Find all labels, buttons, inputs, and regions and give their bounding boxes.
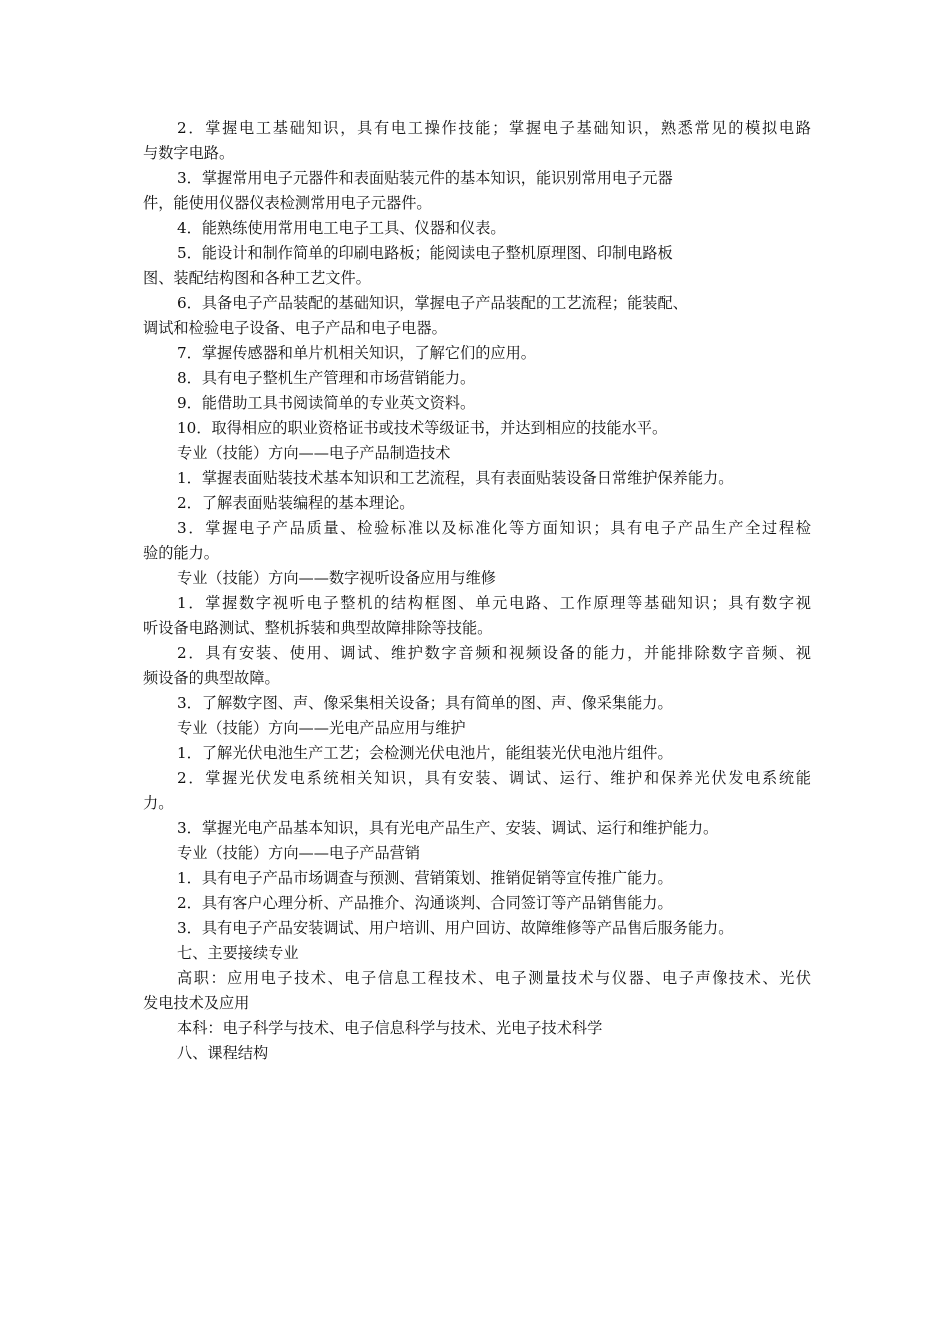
text-line: 2．具有客户心理分析、产品推介、沟通谈判、合同签订等产品销售能力。 <box>177 894 673 912</box>
text-line: 2．掌握光伏发电系统相关知识，具有安装、调试、运行、维护和保养光伏发电系统能 <box>177 769 811 787</box>
text-line: 1．了解光伏电池生产工艺；会检测光伏电池片，能组装光伏电池片组件。 <box>177 744 673 762</box>
text-line: 七、主要接续专业 <box>177 944 299 962</box>
text-line: 5．能设计和制作简单的印刷电路板；能阅读电子整机原理图、印制电路板 <box>177 244 673 262</box>
text-line: 八、课程结构 <box>177 1044 269 1062</box>
document-body <box>143 116 811 1066</box>
text-line: 2．掌握电工基础知识，具有电工操作技能；掌握电子基础知识，熟悉常见的模拟电路 <box>177 119 811 137</box>
text-line: 验的能力。 <box>143 544 219 562</box>
text-line: 调试和检验电子设备、电子产品和电子电器。 <box>143 319 447 337</box>
text-line: 8．具有电子整机生产管理和市场营销能力。 <box>177 369 476 387</box>
text-line: 3．掌握光电产品基本知识，具有光电产品生产、安装、调试、运行和维护能力。 <box>177 819 719 837</box>
text-line: 3．了解数字图、声、像采集相关设备；具有简单的图、声、像采集能力。 <box>177 694 673 712</box>
text-line: 高职：应用电子技术、电子信息工程技术、电子测量技术与仪器、电子声像技术、光伏 <box>177 969 811 987</box>
text-line: 1．掌握表面贴装技术基本知识和工艺流程，具有表面贴装设备日常维护保养能力。 <box>177 469 734 487</box>
text-line: 频设备的典型故障。 <box>143 669 280 687</box>
text-line: 本科：电子科学与技术、电子信息科学与技术、光电子技术科学 <box>177 1019 603 1037</box>
text-line: 与数字电路。 <box>143 144 235 162</box>
text-line: 2．具有安装、使用、调试、维护数字音频和视频设备的能力，并能排除数字音频、视 <box>177 644 811 662</box>
text-line: 3．掌握常用电子元器件和表面贴装元件的基本知识，能识别常用电子元器 <box>177 169 673 187</box>
text-line: 3．具有电子产品安装调试、用户培训、用户回访、故障维修等产品售后服务能力。 <box>177 919 734 937</box>
text-line: 4．能熟练使用常用电工电子工具、仪器和仪表。 <box>177 219 506 237</box>
text-line: 发电技术及应用 <box>143 994 250 1012</box>
text-line: 7．掌握传感器和单片机相关知识，了解它们的应用。 <box>177 344 536 362</box>
text-line: 专业（技能）方向——电子产品制造技术 <box>177 444 451 462</box>
text-line: 6．具备电子产品装配的基础知识，掌握电子产品装配的工艺流程；能装配、 <box>177 294 688 312</box>
text-line: 力。 <box>143 794 174 812</box>
text-line: 1．掌握数字视听电子整机的结构框图、单元电路、工作原理等基础知识；具有数字视 <box>177 594 811 612</box>
text-line: 专业（技能）方向——数字视听设备应用与维修 <box>177 569 496 587</box>
text-line: 听设备电路测试、整机拆装和典型故障排除等技能。 <box>143 619 493 637</box>
text-line: 件，能使用仪器仪表检测常用电子元器件。 <box>143 194 432 212</box>
text-line: 图、装配结构图和各种工艺文件。 <box>143 269 371 287</box>
text-line: 9．能借助工具书阅读简单的专业英文资料。 <box>177 394 476 412</box>
text-line: 专业（技能）方向——光电产品应用与维护 <box>177 719 466 737</box>
text-line: 10．取得相应的职业资格证书或技术等级证书，并达到相应的技能水平。 <box>177 419 668 437</box>
text-line: 3．掌握电子产品质量、检验标准以及标准化等方面知识；具有电子产品生产全过程检 <box>177 519 811 537</box>
text-line: 2．了解表面贴装编程的基本理论。 <box>177 494 415 512</box>
text-line: 专业（技能）方向——电子产品营销 <box>177 844 420 862</box>
text-line: 1．具有电子产品市场调查与预测、营销策划、推销促销等宣传推广能力。 <box>177 869 673 887</box>
